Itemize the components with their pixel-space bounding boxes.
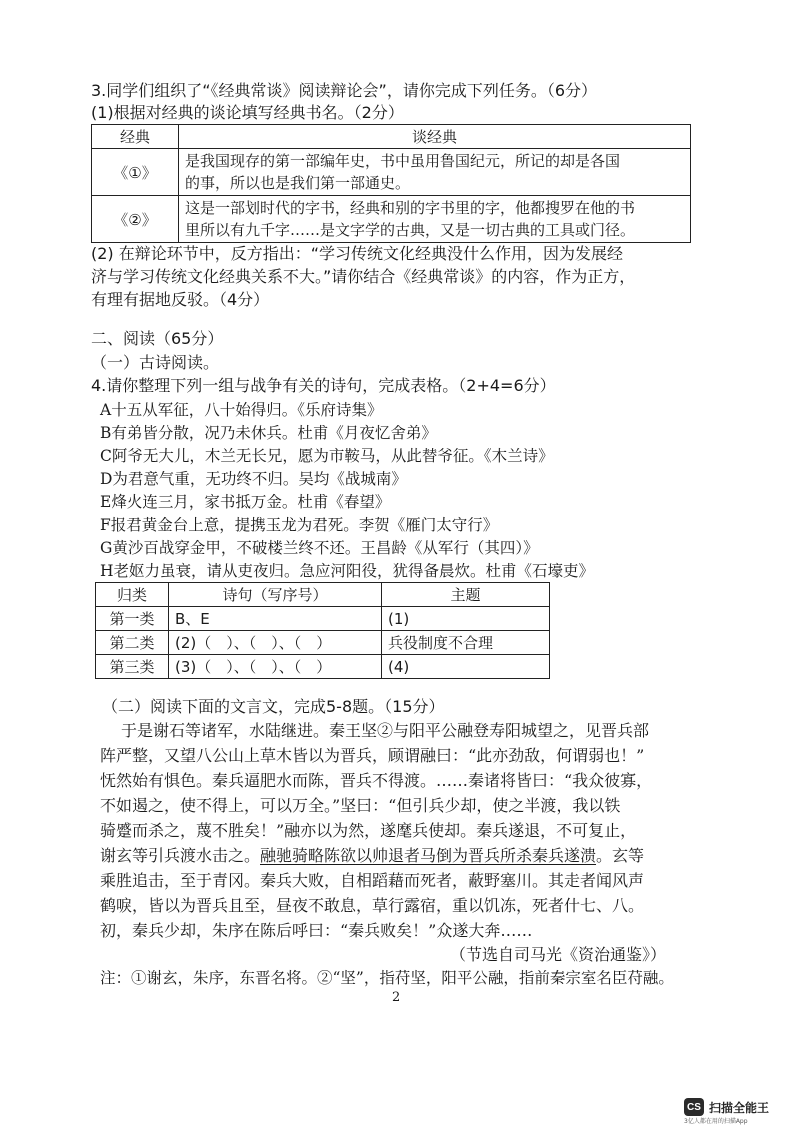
table-cell: 第一类: [96, 607, 169, 631]
q3-sub2-line: (2) 在辩论环节中，反方指出：“学习传统文化经典没什么作用，因为发展经: [91, 244, 624, 263]
poem-line: C阿爷无大儿，木兰无长兄，愿为市鞍马，从此替爷征。《木兰诗》: [100, 447, 554, 465]
poem-line: E烽火连三月，家书抵万金。杜甫《春望》: [100, 493, 391, 511]
table-cell: 第三类: [96, 655, 169, 679]
table-cell: B、E: [169, 607, 382, 631]
desc-line: 是我国现存的第一部编年史，书中虽用鲁国纪元，所记的却是各国: [185, 152, 621, 170]
poem-line: F报君黄金台上意，提携玉龙为君死。李贺《雁门太守行》: [100, 516, 499, 534]
underlined-sentence: 融驰骑略陈欲以帅退者马倒为晋兵所杀秦兵遂溃: [260, 846, 597, 865]
table-cell: 兵役制度不合理: [382, 631, 550, 655]
section-title: 二、阅读（65分）: [91, 329, 224, 348]
q3-sub2-line: 有理有据地反驳。（4分）: [91, 290, 270, 309]
table-header: 诗句（写序号）: [169, 583, 382, 607]
table-cell: (2)（ ）、（ ）、（ ）: [169, 631, 382, 655]
passage-line: [100, 845, 644, 867]
table-header: 归类: [96, 583, 169, 607]
passage-line: 阵严整，又望八公山上草木皆以为晋兵，顾谓融曰：“此亦劲敌，何谓弱也！”: [100, 746, 645, 765]
page-number: 2: [392, 990, 401, 1005]
poem-line: A十五从军征，八十始得归。《乐府诗集》: [100, 401, 383, 419]
watermark-tagline: 3亿人都在用的扫描App: [684, 1118, 748, 1125]
watermark-name: 扫描全能王: [709, 1100, 770, 1115]
poem-line: H老妪力虽衰，请从吏夜归。急应河阳役，犹得备晨炊。杜甫《石壕吏》: [100, 562, 595, 580]
scanner-watermark: [684, 1098, 769, 1116]
table-header-row: [96, 583, 550, 607]
poem-classification-table: [95, 582, 550, 679]
passage-text: 。玄等: [596, 846, 645, 865]
passage-line: 鹤唳，皆以为晋兵且至，昼夜不敢息，草行露宿，重以饥冻，死者什七、八。: [100, 896, 645, 915]
part-title: （一）古诗阅读。: [91, 353, 220, 372]
classic-name-cell: 《①》: [92, 149, 179, 196]
passage-note: 注：①谢玄，朱序，东晋名将。②“坚”，指苻坚，阳平公融，指前秦宗室名臣苻融。: [100, 969, 674, 987]
q3-sub1: (1)根据对经典的谈论填写经典书名。（2分）: [91, 103, 404, 122]
table-row: [96, 607, 550, 631]
table-header: 主题: [382, 583, 550, 607]
table-cell: (3)（ ）、（ ）、（ ）: [169, 655, 382, 679]
table-header-row: [92, 125, 691, 149]
passage-source: （节选自司马光《资治通鉴》）: [450, 945, 667, 964]
table-cell: (1): [382, 607, 550, 631]
table-row: [92, 196, 691, 243]
passage-line: 初，秦兵少却，朱序在陈后呼曰：“秦兵败矣！”众遂大奔……: [100, 921, 533, 940]
q4-title: 4.请你整理下列一组与战争有关的诗句，完成表格。（2+4=6分）: [91, 376, 556, 395]
q3-sub2-line: 济与学习传统文化经典关系不大。”请你结合《经典常谈》的内容，作为正方，: [91, 267, 636, 286]
table-cell: 第二类: [96, 631, 169, 655]
cs-logo-icon: CS: [684, 1098, 704, 1116]
table-header: 经典: [92, 125, 179, 149]
part-title: （二）阅读下面的文言文，完成5-8题。（15分）: [102, 697, 445, 716]
classic-desc-cell: [179, 149, 691, 196]
passage-line: 不如遏之，使不得上，可以万全。”坚曰：“但引兵少却，使之半渡，我以铁: [100, 796, 621, 815]
table-cell: (4): [382, 655, 550, 679]
poem-line: B有弟皆分散，况乃未休兵。杜甫《月夜忆舍弟》: [100, 424, 437, 442]
classic-desc-cell: [179, 196, 691, 243]
poem-line: D为君意气重，无功终不归。吴均《战城南》: [100, 470, 407, 488]
poem-line: G黄沙百战穿金甲，不破楼兰终不还。王昌龄《从军行（其四）》: [100, 539, 539, 557]
classics-table: [91, 124, 691, 243]
table-row: [96, 631, 550, 655]
passage-line: 乘胜追击，至于青冈。秦兵大败，自相蹈藉而死者，蔽野塞川。其走者闻风声: [100, 871, 645, 890]
desc-line: 里所以有九千字……是文字学的古典，又是一切古典的工具或门径。: [185, 221, 636, 239]
passage-line: 于是谢石等诸军，水陆继进。秦王坚②与阳平公融登寿阳城望之，见晋兵部: [121, 721, 650, 740]
classic-name-cell: 《②》: [92, 196, 179, 243]
desc-line: 这是一部划时代的字书，经典和别的字书里的字，他都搜罗在他的书: [185, 199, 636, 217]
q3-title: 3.同学们组织了“《经典常谈》阅读辩论会”，请你完成下列任务。（6分）: [91, 81, 598, 100]
table-row: [96, 655, 550, 679]
desc-line: 的事，所以也是我们第一部通史。: [185, 174, 411, 192]
passage-text: 谢玄等引兵渡水击之。: [100, 846, 261, 865]
table-header: 谈经典: [179, 125, 691, 149]
passage-line: 怃然始有惧色。秦兵逼肥水而陈，晋兵不得渡。……秦诸将皆曰：“我众彼寡，: [100, 771, 653, 790]
passage-line: 骑蹙而杀之，蔑不胜矣！”融亦以为然，遂麾兵使却。秦兵遂退，不可复止，: [100, 821, 637, 840]
table-row: [92, 149, 691, 196]
